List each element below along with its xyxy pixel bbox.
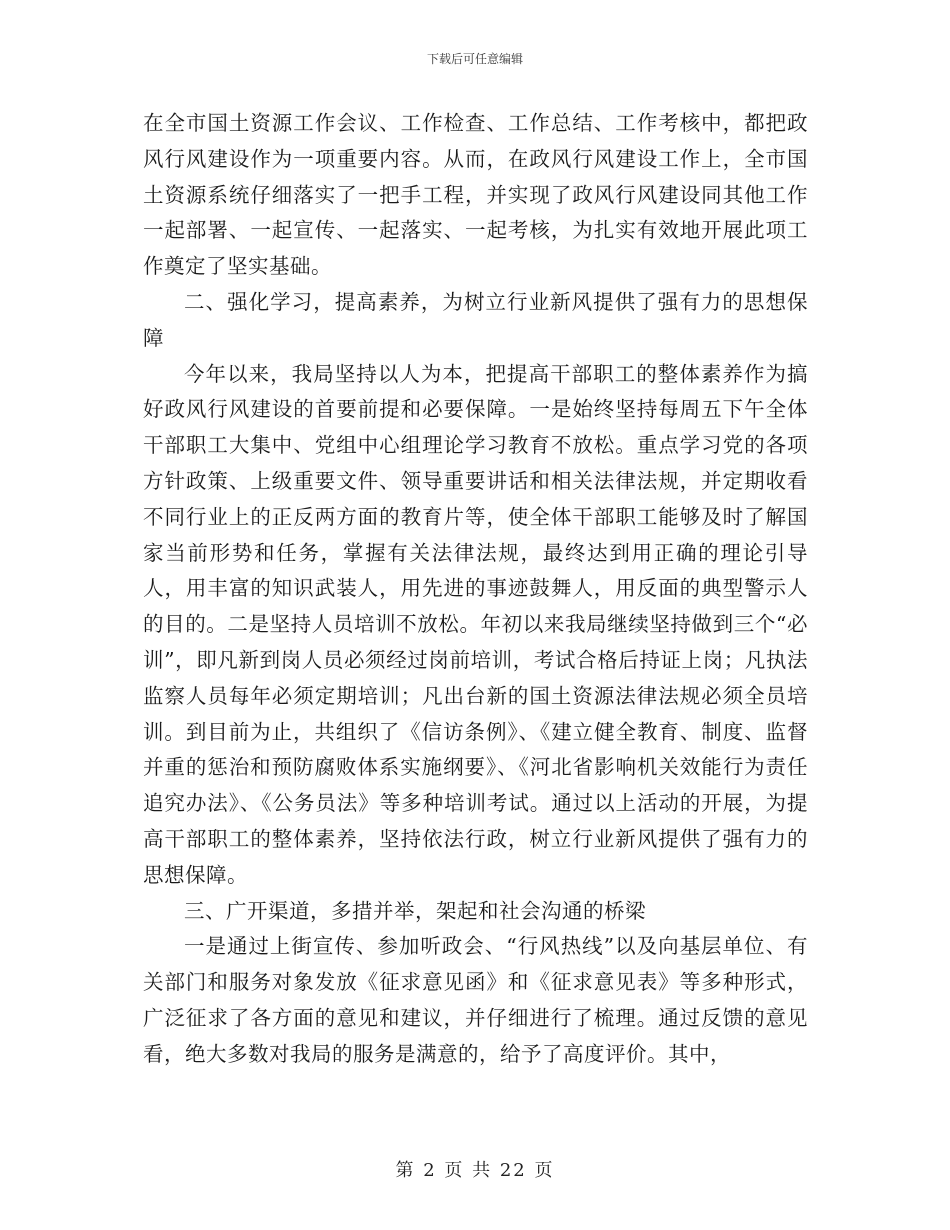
paragraph-1: 在全市国土资源工作会议、工作检查、工作总结、工作考核中，都把政风行风建设作为一项重要内容。从而，在政风行风建设工作上，全市国土资源系统仔细落实了一把手工程，并实现了政风行风建设同其他工作一起部署、一起宣传、一起落实、一起考核，为扎实有效地开展此项工作奠定了坚实基础。 xyxy=(143,111,808,279)
page-footer: 第 2 页 共 22 页 xyxy=(395,1160,555,1181)
section-heading-2: 二、强化学习，提高素养，为树立行业新风提供了强有力的思想保障 xyxy=(143,289,808,350)
page-header: 下载后可任意编辑 xyxy=(426,52,523,66)
paragraph-5: 一是通过上街宣传、参加听政会、“行风热线”以及向基层单位、有关部门和服务对象发放《征求意见函》和《征求意见表》等多种形式，广泛征求了各方面的意见和建议，并仔细进行了梳理。通过反馈的意见看，绝大多数对我局的服务是满意的，给予了高度评价。其中， xyxy=(143,934,808,1066)
document-body xyxy=(143,106,808,1073)
section-heading-3: 三、广开渠道，多措并举，架起和社会沟通的桥梁 xyxy=(184,898,646,923)
paragraph-3: 今年以来，我局坚持以人为本，把提高干部职工的整体素养作为搞好政风行风建设的首要前提和必要保障。一是始终坚持每周五下午全体干部职工大集中、党组中心组理论学习教育不放松。重点学习党的各项方针政策、上级重要文件、领导重要讲话和相关法律法规，并定期收看不同行业上的正反两方面的教育片等，使全体干部职工能够及时了解国家当前形势和任务，掌握有关法律法规，最终达到用正确的理论引导人，用丰富的知识武装人，用先进的事迹鼓舞人，用反面的典型警示人的目的。二是坚持人员培训不放松。年初以来我局继续坚持做到三个“必训”，即凡新到岗人员必须经过岗前培训，考试合格后持证上岗；凡执法监察人员每年必须定期培训；凡出台新的国土资源法律法规必须全员培训。到目前为止，共组织了《信访条例》、《建立健全教育、制度、监督并重的惩治和预防腐败体系实施纲要》、《河北省影响机关效能行为责任追究办法》、《公务员法》等多种培训考试。通过以上活动的开展，为提高干部职工的整体素养，坚持依法行政，树立行业新风提供了强有力的思想保障。 xyxy=(143,361,808,887)
